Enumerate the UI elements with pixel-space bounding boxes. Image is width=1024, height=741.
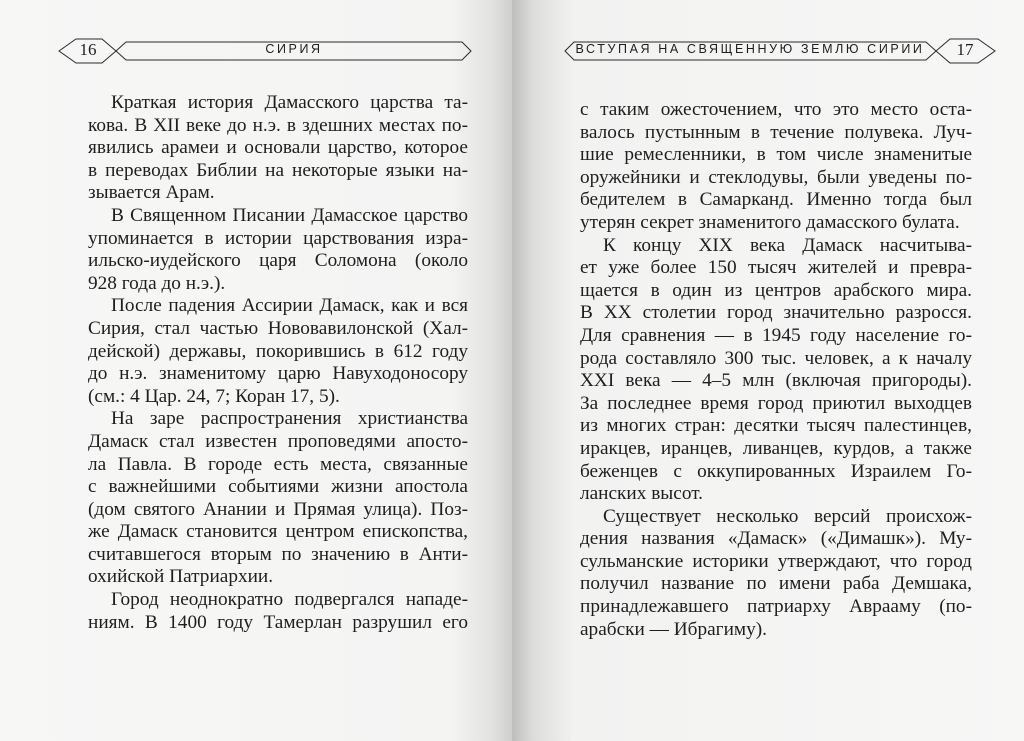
left-page-number: 16: [79, 40, 97, 59]
text-line: иракцев, иранцев, ливанцев, курдов, а также: [580, 437, 972, 459]
text-line: Для сравнения — в 1945 году население го-: [580, 324, 972, 346]
text-line: с таким ожесточением, что это место оста-: [580, 99, 972, 120]
text-line: зывается Арам.: [88, 182, 215, 204]
text-line: Дамаск стал известен проповедями апосто-: [88, 430, 468, 452]
text-line: ильско-иудейского царя Соломона (около: [88, 250, 468, 272]
text-line: получил название по имени раба Демшака,: [580, 573, 972, 595]
text-line: валось пустынным в течение полувека. Луч-: [580, 121, 972, 143]
text-line: Город неоднократно подвергался нападе-: [111, 589, 468, 611]
left-running-header: [58, 38, 472, 64]
text-line: ниям. В 1400 году Тамерлан разрушил его: [88, 611, 468, 633]
text-line: Краткая история Дамасского царства та-: [111, 92, 468, 113]
left-running-head: СИРИЯ: [265, 42, 323, 56]
text-line: ла Павла. В городе есть места, связанные: [88, 453, 468, 475]
text-line: дейской) державы, покорившись в 612 году: [88, 340, 468, 362]
text-line: оружейники и стеклодувы, были уведены по-: [580, 166, 972, 188]
text-line: до н.э. знаменитому царю Навуходоносору: [88, 363, 468, 385]
text-line: дения названия «Дамаск» («Димашк»). Му-: [580, 528, 972, 550]
right-body-text: [580, 99, 972, 641]
text-line: За последнее время город приютил выходцев: [580, 392, 972, 414]
text-line: ланских высот.: [580, 483, 704, 505]
text-line: шие ремесленники, в том числе знаменитые: [580, 144, 972, 166]
text-line: бедителем в Самарканд. Именно тогда был: [580, 189, 972, 211]
text-line: (дом святого Анании и Прямая улица). Поз-: [88, 498, 468, 520]
text-line: ет уже более 150 тысяч жителей и превра-: [580, 257, 972, 279]
text-line: упоминается в истории царствования изра-: [88, 227, 468, 249]
text-line: с важнейшими событиями жизни апостола: [88, 476, 468, 498]
text-line: В XX столетии город значительно разросся.: [580, 302, 972, 324]
right-page-number: 17: [956, 40, 974, 59]
text-line: На заре распространения христианства: [111, 408, 468, 430]
text-line: охийской Патриархии.: [88, 566, 274, 588]
text-line: принадлежавшего патриарху Аврааму (по-: [580, 596, 972, 618]
text-line: в переводах Библии на некоторые языки на-: [88, 159, 468, 181]
text-line: рода составляло 300 тыс. человек, а к началу: [580, 347, 972, 369]
text-line: Сирия, стал частью Нововавилонской (Хал-: [88, 317, 468, 339]
text-line: сульманские историки утверждают, что город: [580, 550, 972, 572]
right-running-header: [564, 38, 996, 64]
text-line: утерян секрет знаменитого дамасского булата.: [580, 211, 960, 233]
right-page: [512, 0, 1024, 741]
text-line: кова. В XII веке до н.э. в здешних местах по-: [88, 114, 468, 136]
text-line: считавшегося вторым по значению в Анти-: [88, 543, 468, 565]
text-line: Существует несколько версий происхож-: [603, 505, 972, 527]
text-line: (см.: 4 Цар. 24, 7; Коран 17, 5).: [88, 385, 340, 407]
text-line: беженцев с оккупированных Израилем Го-: [580, 460, 972, 482]
text-line: XXI века — 4–5 млн (включая пригороды).: [580, 370, 972, 392]
text-line: щается в один из центров арабского мира.: [580, 279, 972, 301]
text-line: арабски — Ибрагиму).: [580, 618, 767, 640]
text-line: же Дамаск становится центром епископства,: [88, 521, 468, 543]
text-line: 928 года до н.э.).: [88, 272, 226, 294]
text-line: В Священном Писании Дамасское царство: [111, 204, 468, 226]
text-line: К концу XIX века Дамаск насчитыва-: [603, 234, 972, 256]
text-line: явились арамеи и основали царство, которое: [88, 137, 468, 159]
right-running-head: ВСТУПАЯ НА СВЯЩЕННУЮ ЗЕМЛЮ СИРИИ: [575, 42, 925, 56]
text-line: После падения Ассирии Дамаск, как и вся: [111, 295, 468, 317]
left-body-text: [88, 92, 468, 634]
text-line: из многих стран: десятки тысяч палестинцев,: [580, 415, 972, 437]
